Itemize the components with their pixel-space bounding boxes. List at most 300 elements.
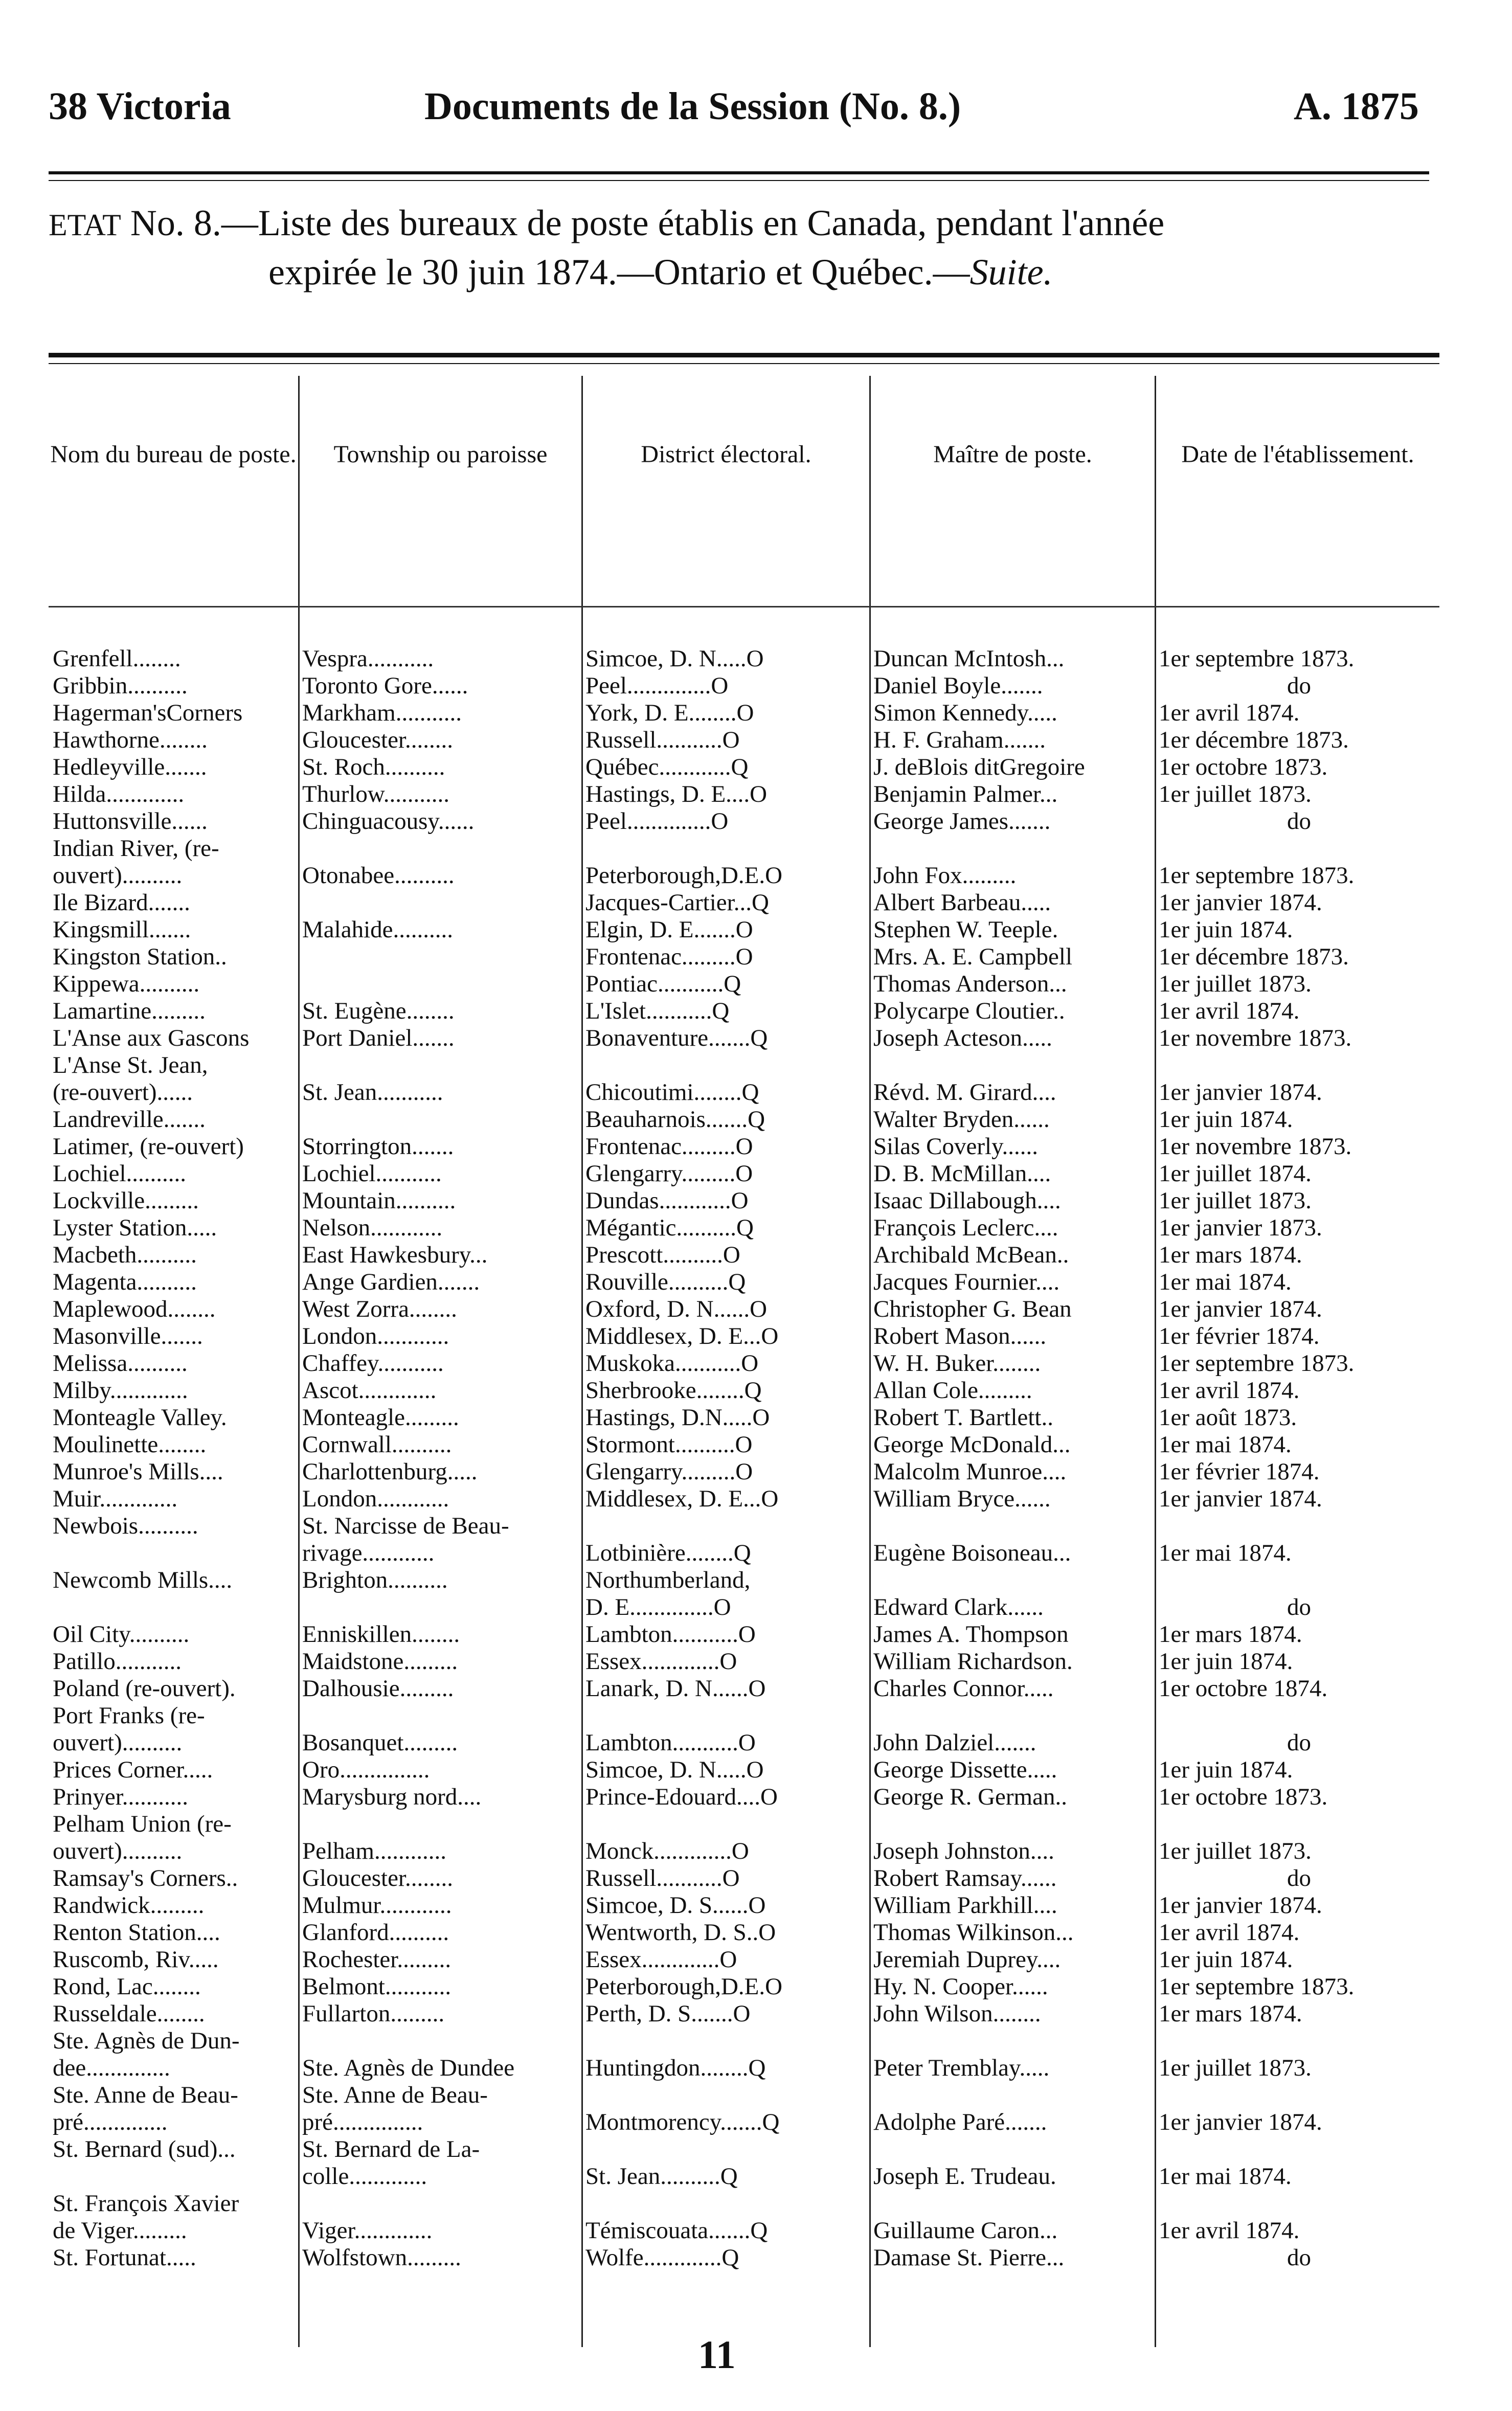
cell-date: 1er avril 1874. bbox=[1159, 1377, 1300, 1404]
cell-maitre: Robert T. Bartlett.. bbox=[873, 1404, 1053, 1431]
cell-nom: ouvert).......... bbox=[53, 1838, 183, 1864]
table-row bbox=[49, 1540, 1439, 1567]
table-row bbox=[49, 2000, 1439, 2027]
cell-district: Monck.............O bbox=[585, 1838, 749, 1864]
cell-maitre bbox=[869, 2027, 1155, 2055]
cell-township: Ste. Anne de Beau- bbox=[302, 2082, 488, 2108]
cell-date: 1er janvier 1874. bbox=[1159, 1485, 1322, 1512]
cell-maitre: Silas Coverly...... bbox=[873, 1133, 1039, 1160]
cell-district: Huntingdon........Q bbox=[585, 2055, 766, 2081]
table-row bbox=[49, 1892, 1439, 1919]
cell-date: do bbox=[1287, 1594, 1311, 1620]
cell-date: 1er juin 1874. bbox=[1159, 916, 1293, 943]
table-row bbox=[49, 754, 1439, 781]
cell-date: 1er juin 1874. bbox=[1159, 1648, 1293, 1675]
table-row bbox=[49, 2190, 1439, 2217]
cell-district: Oxford, D. N......O bbox=[585, 1296, 768, 1322]
cell-maitre bbox=[869, 835, 1155, 862]
cell-nom: Lyster Station..... bbox=[53, 1214, 217, 1241]
cell-date bbox=[1155, 2027, 1439, 2055]
cell-nom: Poland (re-ouvert). bbox=[53, 1675, 236, 1702]
cell-nom: Grenfell........ bbox=[53, 645, 181, 672]
cell-date: 1er décembre 1873. bbox=[1159, 727, 1349, 753]
table-row bbox=[49, 1648, 1439, 1675]
cell-maitre: Malcolm Munroe.... bbox=[873, 1458, 1067, 1485]
cell-township: Toronto Gore...... bbox=[302, 672, 468, 699]
cell-date bbox=[1155, 1513, 1439, 1540]
title-text-2: expirée le 30 juin 1874.—Ontario et Québec.— bbox=[268, 252, 970, 292]
cell-maitre: Joseph E. Trudeau. bbox=[873, 2163, 1056, 2190]
cell-date: 1er janvier 1874. bbox=[1159, 889, 1322, 916]
cell-maitre: Adolphe Paré....... bbox=[873, 2109, 1047, 2135]
cell-maitre bbox=[869, 1702, 1155, 1729]
cell-township: Chaffey........... bbox=[302, 1350, 444, 1377]
cell-date: 1er mai 1874. bbox=[1159, 1269, 1292, 1295]
cell-maitre: William Bryce...... bbox=[873, 1485, 1051, 1512]
cell-nom: Monteagle Valley. bbox=[53, 1404, 227, 1431]
post-office-table-body bbox=[49, 645, 1439, 2271]
cell-maitre bbox=[869, 1052, 1155, 1079]
cell-township: Brighton.......... bbox=[302, 1567, 448, 1593]
cell-nom: Hawthorne........ bbox=[53, 727, 208, 753]
cell-maitre: Robert Ramsay...... bbox=[873, 1865, 1057, 1891]
cell-nom: Ile Bizard....... bbox=[53, 889, 190, 916]
cell-date: 1er mars 1874. bbox=[1159, 2000, 1302, 2027]
cell-date: 1er octobre 1874. bbox=[1159, 1675, 1328, 1702]
cell-district: Wolfe.............Q bbox=[585, 2244, 739, 2271]
table-row bbox=[49, 1756, 1439, 1784]
cell-township bbox=[298, 943, 581, 971]
cell-date: 1er juillet 1873. bbox=[1159, 971, 1312, 997]
table-row bbox=[49, 1269, 1439, 1296]
cell-district: Glengarry.........O bbox=[585, 1160, 753, 1187]
cell-maitre: Stephen W. Teeple. bbox=[873, 916, 1058, 943]
table-row bbox=[49, 1242, 1439, 1269]
table-row bbox=[49, 1513, 1439, 1540]
table-row bbox=[49, 1350, 1439, 1377]
table-row bbox=[49, 2109, 1439, 2136]
cell-district: Peel..............O bbox=[585, 808, 729, 835]
column-header-maitre: Maître de poste. bbox=[933, 441, 1092, 468]
cell-township: Oro............... bbox=[302, 1756, 430, 1783]
table-row bbox=[49, 1702, 1439, 1729]
cell-maitre: W. H. Buker........ bbox=[873, 1350, 1041, 1377]
cell-maitre: George R. German.. bbox=[873, 1784, 1067, 1810]
header-rule-thick bbox=[49, 171, 1429, 174]
table-row bbox=[49, 1973, 1439, 2000]
cell-township: Nelson............ bbox=[302, 1214, 443, 1241]
cell-nom bbox=[49, 1594, 298, 1621]
cell-township: St. Narcisse de Beau- bbox=[302, 1513, 509, 1539]
header-year: A. 1875 bbox=[1294, 85, 1419, 128]
cell-date: 1er juin 1874. bbox=[1159, 1946, 1293, 1973]
cell-date bbox=[1155, 2136, 1439, 2163]
cell-township: St. Bernard de La- bbox=[302, 2136, 480, 2162]
cell-district: Hastings, D. E....O bbox=[585, 781, 768, 807]
cell-district: Wentworth, D. S..O bbox=[585, 1919, 776, 1946]
cell-date: 1er septembre 1873. bbox=[1159, 1973, 1355, 2000]
cell-nom: Randwick......... bbox=[53, 1892, 205, 1919]
cell-township: colle............. bbox=[302, 2163, 427, 2190]
cell-district: Stormont..........O bbox=[585, 1431, 753, 1458]
table-row bbox=[49, 1025, 1439, 1052]
post-office-table bbox=[49, 645, 1439, 2271]
cell-township bbox=[298, 889, 581, 916]
cell-nom: ouvert).......... bbox=[53, 862, 183, 889]
cell-date: 1er juillet 1874. bbox=[1159, 1160, 1312, 1187]
cell-township bbox=[298, 2190, 581, 2217]
cell-nom: Port Franks (re- bbox=[53, 1702, 205, 1729]
cell-date: 1er octobre 1873. bbox=[1159, 1784, 1328, 1810]
cell-township: Bosanquet......... bbox=[302, 1729, 458, 1756]
table-row bbox=[49, 1133, 1439, 1160]
table-row bbox=[49, 2027, 1439, 2055]
header-rule-thin bbox=[49, 180, 1429, 181]
cell-township: Enniskillen........ bbox=[302, 1621, 460, 1648]
cell-date: 1er septembre 1873. bbox=[1159, 862, 1355, 889]
table-row bbox=[49, 1784, 1439, 1811]
cell-township: Thurlow........... bbox=[302, 781, 450, 807]
cell-date: 1er avril 1874. bbox=[1159, 2217, 1300, 2244]
cell-district: Lambton...........O bbox=[585, 1729, 756, 1756]
cell-maitre bbox=[869, 2136, 1155, 2163]
cell-district: Prescott..........O bbox=[585, 1242, 740, 1268]
cell-district: Peterborough,D.E.O bbox=[585, 1973, 783, 2000]
header-volume: 38 Victoria bbox=[49, 85, 231, 128]
cell-township: Ange Gardien....... bbox=[302, 1269, 480, 1295]
cell-maitre: Benjamin Palmer... bbox=[873, 781, 1058, 807]
cell-township: Fullarton......... bbox=[302, 2000, 445, 2027]
cell-district: Jacques-Cartier...Q bbox=[585, 889, 769, 916]
table-row bbox=[49, 781, 1439, 808]
cell-nom: Newcomb Mills.... bbox=[53, 1567, 233, 1593]
cell-maitre: John Dalziel....... bbox=[873, 1729, 1036, 1756]
cell-district: L'Islet...........Q bbox=[585, 998, 730, 1024]
cell-district: Northumberland, bbox=[585, 1567, 751, 1593]
cell-maitre bbox=[869, 2190, 1155, 2217]
cell-nom: Rond, Lac........ bbox=[53, 1973, 201, 2000]
cell-nom: Magenta.......... bbox=[53, 1269, 197, 1295]
cell-date: 1er mai 1874. bbox=[1159, 2163, 1292, 2190]
cell-nom: St. Fortunat..... bbox=[53, 2244, 196, 2271]
cell-district bbox=[581, 2190, 869, 2217]
cell-date: 1er août 1873. bbox=[1159, 1404, 1297, 1431]
cell-maitre bbox=[869, 1811, 1155, 1838]
cell-maitre: Hy. N. Cooper...... bbox=[873, 1973, 1048, 2000]
cell-township: rivage............ bbox=[302, 1540, 435, 1566]
cell-township bbox=[298, 971, 581, 998]
cell-district bbox=[581, 1702, 869, 1729]
cell-township: Viger............. bbox=[302, 2217, 433, 2244]
cell-township: Ascot............. bbox=[302, 1377, 437, 1404]
cell-nom: Ramsay's Corners.. bbox=[53, 1865, 238, 1891]
cell-maitre: Archibald McBean.. bbox=[873, 1242, 1069, 1268]
cell-nom: Prinyer........... bbox=[53, 1784, 189, 1810]
cell-maitre: H. F. Graham....... bbox=[873, 727, 1046, 753]
cell-district: Peterborough,D.E.O bbox=[585, 862, 783, 889]
cell-district: Sherbrooke........Q bbox=[585, 1377, 762, 1404]
cell-township: Mountain.......... bbox=[302, 1187, 456, 1214]
cell-nom: Kingsmill....... bbox=[53, 916, 191, 943]
cell-date: 1er janvier 1874. bbox=[1159, 1892, 1322, 1919]
cell-nom: Ruscomb, Riv..... bbox=[53, 1946, 219, 1973]
cell-maitre: George James....... bbox=[873, 808, 1051, 835]
table-row bbox=[49, 1675, 1439, 1702]
cell-township: Malahide.......... bbox=[302, 916, 453, 943]
table-row bbox=[49, 1323, 1439, 1350]
cell-nom: Lamartine......... bbox=[53, 998, 206, 1024]
cell-date bbox=[1155, 2190, 1439, 2217]
cell-district: Perth, D. S.......O bbox=[585, 2000, 751, 2027]
table-row bbox=[49, 1458, 1439, 1485]
table-row bbox=[49, 1919, 1439, 1946]
cell-district: Essex.............O bbox=[585, 1946, 737, 1973]
cell-date: do bbox=[1287, 672, 1311, 699]
table-row bbox=[49, 1729, 1439, 1756]
table-row bbox=[49, 2136, 1439, 2163]
cell-township: Mulmur............ bbox=[302, 1892, 452, 1919]
cell-nom: Prices Corner..... bbox=[53, 1756, 213, 1783]
cell-district: Frontenac.........O bbox=[585, 1133, 753, 1160]
cell-maitre: Charles Connor..... bbox=[873, 1675, 1054, 1702]
cell-township: pré............... bbox=[302, 2109, 423, 2135]
cell-district: Hastings, D.N.....O bbox=[585, 1404, 770, 1431]
cell-district: Simcoe, D. N.....O bbox=[585, 645, 764, 672]
cell-district: Bonaventure.......Q bbox=[585, 1025, 768, 1051]
column-header-nom: Nom du bureau de poste. bbox=[50, 441, 297, 468]
cell-township: Marysburg nord.... bbox=[302, 1784, 482, 1810]
table-row bbox=[49, 889, 1439, 916]
table-row bbox=[49, 808, 1439, 835]
cell-district: Dundas............O bbox=[585, 1187, 749, 1214]
cell-district bbox=[581, 1811, 869, 1838]
table-row bbox=[49, 1187, 1439, 1214]
cell-township: London............ bbox=[302, 1323, 449, 1349]
cell-district: Prince-Edouard....O bbox=[585, 1784, 778, 1810]
cell-township bbox=[298, 1594, 581, 1621]
table-title bbox=[49, 199, 1439, 296]
cell-township: Gloucester........ bbox=[302, 1865, 453, 1891]
cell-nom: Hilda............. bbox=[53, 781, 185, 807]
table-row bbox=[49, 1865, 1439, 1892]
column-header-rule bbox=[49, 606, 1439, 607]
table-row bbox=[49, 916, 1439, 943]
cell-maitre: Albert Barbeau..... bbox=[873, 889, 1051, 916]
cell-date: 1er janvier 1873. bbox=[1159, 1214, 1322, 1241]
cell-maitre: D. B. McMillan.... bbox=[873, 1160, 1051, 1187]
cell-district bbox=[581, 2136, 869, 2163]
cell-township bbox=[298, 835, 581, 862]
cell-nom: Ste. Agnès de Dun- bbox=[53, 2027, 240, 2054]
cell-maitre: John Fox......... bbox=[873, 862, 1017, 889]
cell-township: Ste. Agnès de Dundee bbox=[302, 2055, 515, 2081]
cell-township bbox=[298, 2027, 581, 2055]
cell-maitre: Allan Cole......... bbox=[873, 1377, 1032, 1404]
cell-date: 1er avril 1874. bbox=[1159, 700, 1300, 726]
table-row bbox=[49, 1079, 1439, 1106]
table-row bbox=[49, 1567, 1439, 1594]
table-row bbox=[49, 1946, 1439, 1973]
cell-district: Lotbinière........Q bbox=[585, 1540, 751, 1566]
cell-date: 1er janvier 1874. bbox=[1159, 1079, 1322, 1106]
cell-date: 1er janvier 1874. bbox=[1159, 1296, 1322, 1322]
cell-date: 1er juillet 1873. bbox=[1159, 781, 1312, 807]
cell-maitre: Edward Clark...... bbox=[873, 1594, 1044, 1620]
table-row bbox=[49, 1621, 1439, 1648]
cell-nom: Ste. Anne de Beau- bbox=[53, 2082, 238, 2108]
cell-district: D. E..............O bbox=[585, 1594, 731, 1620]
cell-district: Middlesex, D. E...O bbox=[585, 1485, 779, 1512]
cell-maitre: Polycarpe Cloutier.. bbox=[873, 998, 1065, 1024]
cell-district: Lambton...........O bbox=[585, 1621, 756, 1648]
table-row bbox=[49, 727, 1439, 754]
cell-township bbox=[298, 1702, 581, 1729]
cell-township: Rochester......... bbox=[302, 1946, 452, 1973]
table-row bbox=[49, 1485, 1439, 1513]
cell-district: Simcoe, D. S......O bbox=[585, 1892, 766, 1919]
cell-date: 1er décembre 1873. bbox=[1159, 943, 1349, 970]
cell-date: do bbox=[1287, 2244, 1311, 2271]
cell-date: 1er février 1874. bbox=[1159, 1458, 1320, 1485]
cell-maitre: Joseph Acteson..... bbox=[873, 1025, 1052, 1051]
cell-date: 1er mars 1874. bbox=[1159, 1621, 1302, 1648]
table-row bbox=[49, 2082, 1439, 2109]
cell-township: Wolfstown......... bbox=[302, 2244, 461, 2271]
cell-maitre: Eugène Boisoneau... bbox=[873, 1540, 1071, 1566]
cell-nom: Kingston Station.. bbox=[53, 943, 227, 970]
cell-district: Simcoe, D. N.....O bbox=[585, 1756, 764, 1783]
cell-township: Dalhousie......... bbox=[302, 1675, 454, 1702]
table-row bbox=[49, 1838, 1439, 1865]
table-row bbox=[49, 672, 1439, 700]
cell-township: Maidstone......... bbox=[302, 1648, 458, 1675]
cell-maitre: Walter Bryden...... bbox=[873, 1106, 1050, 1133]
table-row bbox=[49, 2244, 1439, 2271]
cell-date: do bbox=[1287, 1729, 1311, 1756]
cell-maitre: Peter Tremblay..... bbox=[873, 2055, 1050, 2081]
cell-maitre: Jacques Fournier.... bbox=[873, 1269, 1060, 1295]
header-title: Documents de la Session (No. 8.) bbox=[424, 85, 961, 128]
cell-date: do bbox=[1287, 808, 1311, 835]
cell-maitre: John Wilson........ bbox=[873, 2000, 1041, 2027]
page-number: 11 bbox=[698, 2332, 736, 2377]
table-row bbox=[49, 2217, 1439, 2244]
table-row bbox=[49, 943, 1439, 971]
table-row bbox=[49, 2055, 1439, 2082]
cell-maitre bbox=[869, 1513, 1155, 1540]
cell-district: St. Jean..........Q bbox=[585, 2163, 738, 2190]
cell-district bbox=[581, 1052, 869, 1079]
table-row bbox=[49, 1296, 1439, 1323]
cell-district: Russell...........O bbox=[585, 727, 740, 753]
cell-nom: Moulinette........ bbox=[53, 1431, 207, 1458]
table-title-line-2 bbox=[49, 249, 1439, 296]
table-row bbox=[49, 645, 1439, 672]
cell-date: 1er mai 1874. bbox=[1159, 1431, 1292, 1458]
cell-nom: Huttonsville...... bbox=[53, 808, 208, 835]
cell-township: London............ bbox=[302, 1485, 449, 1512]
cell-district: Peel..............O bbox=[585, 672, 729, 699]
cell-township bbox=[298, 1811, 581, 1838]
cell-date: 1er mars 1874. bbox=[1159, 1242, 1302, 1268]
cell-date: do bbox=[1287, 1865, 1311, 1891]
cell-date: 1er avril 1874. bbox=[1159, 1919, 1300, 1946]
cell-district: Elgin, D. E.......O bbox=[585, 916, 753, 943]
cell-township: Charlottenburg..... bbox=[302, 1458, 478, 1485]
cell-district: Glengarry.........O bbox=[585, 1458, 753, 1485]
cell-nom: Pelham Union (re- bbox=[53, 1811, 232, 1837]
cell-date: 1er juillet 1873. bbox=[1159, 2055, 1312, 2081]
cell-district: Québec............Q bbox=[585, 754, 749, 780]
cell-date bbox=[1155, 2082, 1439, 2109]
cell-date: 1er mai 1874. bbox=[1159, 1540, 1292, 1566]
cell-maitre: Révd. M. Girard.... bbox=[873, 1079, 1056, 1106]
cell-nom: Gribbin.......... bbox=[53, 672, 188, 699]
cell-maitre: William Richardson. bbox=[873, 1648, 1073, 1675]
cell-maitre: Damase St. Pierre... bbox=[873, 2244, 1065, 2271]
cell-maitre bbox=[869, 2082, 1155, 2109]
cell-township: Cornwall.......... bbox=[302, 1431, 452, 1458]
cell-date bbox=[1155, 1811, 1439, 1838]
cell-district bbox=[581, 2027, 869, 2055]
cell-district: Montmorency.......Q bbox=[585, 2109, 780, 2135]
cell-district: Témiscouata.......Q bbox=[585, 2217, 768, 2244]
cell-nom: Melissa.......... bbox=[53, 1350, 188, 1377]
cell-date: 1er novembre 1873. bbox=[1159, 1133, 1352, 1160]
cell-township: Port Daniel....... bbox=[302, 1025, 455, 1051]
table-row bbox=[49, 1594, 1439, 1621]
cell-nom: Munroe's Mills.... bbox=[53, 1458, 223, 1485]
cell-township: St. Eugène........ bbox=[302, 998, 455, 1024]
title-text-1: No. 8.—Liste des bureaux de poste établis en Canada, pendant l'année bbox=[130, 202, 1165, 243]
cell-date: 1er juillet 1873. bbox=[1159, 1187, 1312, 1214]
cell-district bbox=[581, 2082, 869, 2109]
cell-township: Pelham............ bbox=[302, 1838, 446, 1864]
cell-date bbox=[1155, 835, 1439, 862]
table-row bbox=[49, 1377, 1439, 1404]
cell-township: East Hawkesbury... bbox=[302, 1242, 488, 1268]
cell-date: 1er novembre 1873. bbox=[1159, 1025, 1352, 1051]
cell-nom: Macbeth.......... bbox=[53, 1242, 197, 1268]
table-top-rule-thin bbox=[49, 363, 1439, 364]
cell-district: York, D. E........O bbox=[585, 700, 754, 726]
cell-district: Pontiac...........Q bbox=[585, 971, 741, 997]
cell-nom: Hagerman'sCorners bbox=[53, 700, 243, 726]
cell-nom: de Viger......... bbox=[53, 2217, 187, 2244]
cell-township: Monteagle......... bbox=[302, 1404, 459, 1431]
cell-date: 1er juillet 1873. bbox=[1159, 1838, 1312, 1864]
cell-maitre: George McDonald... bbox=[873, 1431, 1071, 1458]
title-etat: ETAT bbox=[49, 208, 121, 242]
cell-district: Middlesex, D. E...O bbox=[585, 1323, 779, 1349]
table-row bbox=[49, 1404, 1439, 1431]
cell-maitre: Isaac Dillabough.... bbox=[873, 1187, 1061, 1214]
table-row bbox=[49, 1214, 1439, 1242]
cell-maitre: Guillaume Caron... bbox=[873, 2217, 1058, 2244]
cell-nom bbox=[49, 1540, 298, 1567]
cell-maitre: Jeremiah Duprey.... bbox=[873, 1946, 1061, 1973]
cell-township: St. Roch.......... bbox=[302, 754, 445, 780]
table-row bbox=[49, 1106, 1439, 1133]
cell-maitre: Christopher G. Bean bbox=[873, 1296, 1072, 1322]
cell-date bbox=[1155, 1052, 1439, 1079]
cell-maitre: Robert Mason...... bbox=[873, 1323, 1047, 1349]
column-header-date: Date de l'établissement. bbox=[1181, 441, 1414, 468]
cell-township bbox=[298, 1052, 581, 1079]
cell-date bbox=[1155, 1702, 1439, 1729]
cell-township: Gloucester........ bbox=[302, 727, 453, 753]
cell-maitre: George Dissette..... bbox=[873, 1756, 1057, 1783]
